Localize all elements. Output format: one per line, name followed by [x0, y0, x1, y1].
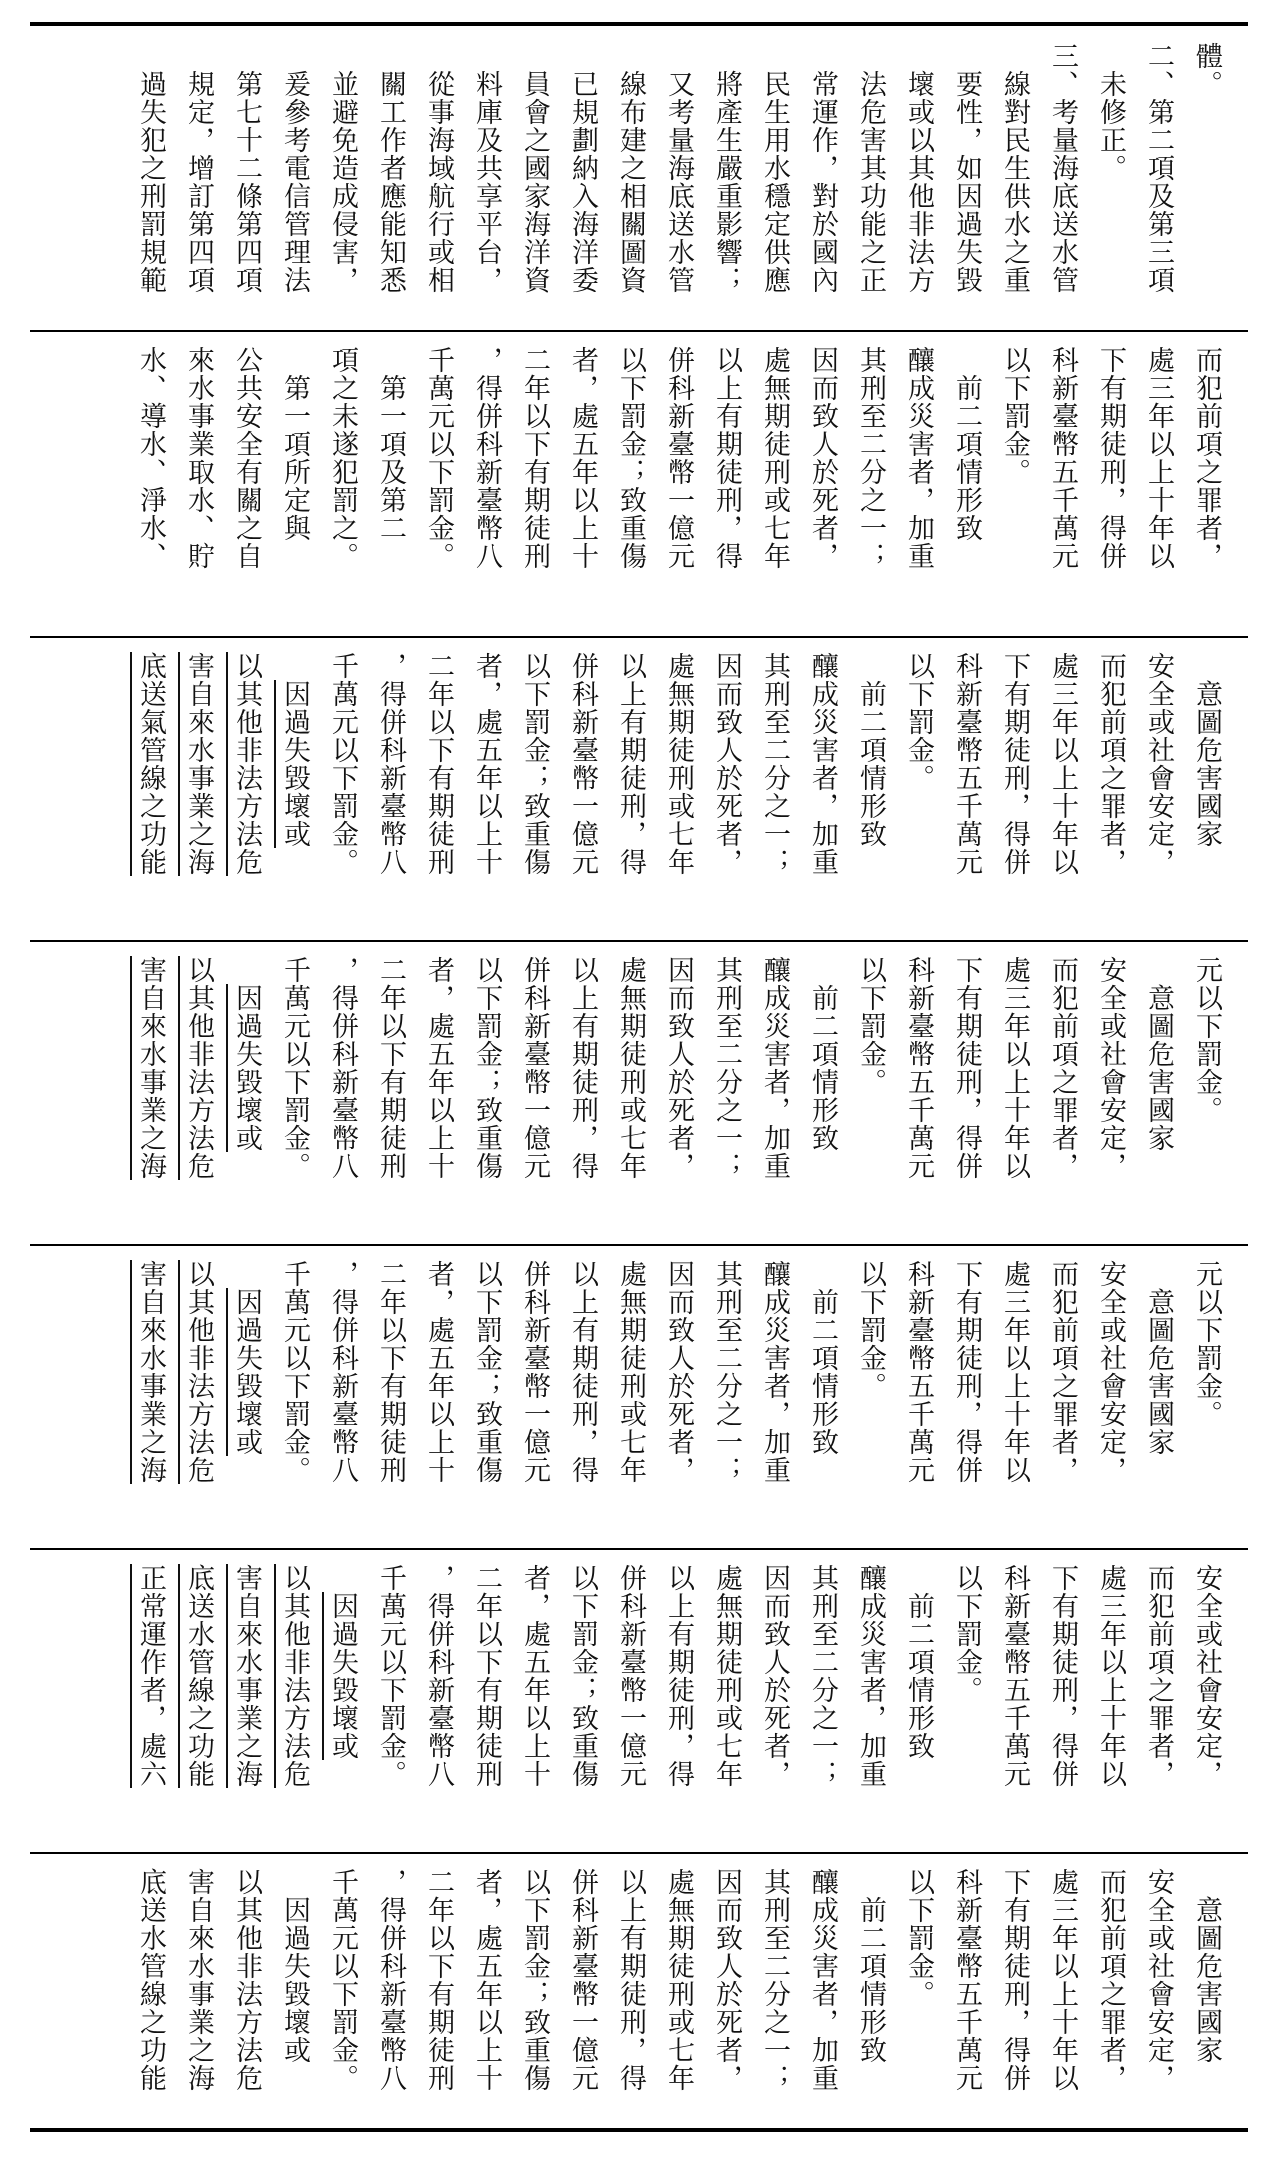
text-line: 千萬元以下罰金。 — [279, 1260, 310, 1484]
underlined-amendment-text: 以其他非法方法危 — [183, 1260, 214, 1484]
text-line: 下有期徒刑，得併 — [999, 1868, 1030, 2092]
text-line: 處無期徒刑或七年 — [615, 1260, 646, 1484]
text-line: ，得併科新臺幣八 — [423, 1564, 454, 1788]
text-line: 科新臺幣五千萬元 — [951, 652, 982, 876]
underlined-amendment-text: 因過失毀壞或 — [231, 984, 262, 1152]
text-column-group — [124, 1868, 1228, 2116]
text-line: 法危害其功能之正 — [855, 42, 886, 294]
text-line: 以下罰金；致重傷 — [471, 956, 502, 1180]
text-line: 而犯前項之罪者， — [1191, 346, 1222, 570]
text-line: 因而致人於死者， — [711, 1868, 742, 2092]
table-row — [30, 1548, 1248, 1852]
text-line: 元以下罰金。 — [1191, 1260, 1222, 1428]
text-line — [272, 652, 316, 848]
table-row — [30, 330, 1248, 636]
text-line: 常運作，對於國內 — [807, 42, 838, 294]
text-line: 處三年以上十年以 — [999, 1260, 1030, 1484]
text-line — [224, 652, 268, 876]
text-line: 以下罰金；致重傷 — [567, 1564, 598, 1788]
text-line: 公共安全有關之自 — [231, 346, 262, 570]
text-line — [176, 1260, 220, 1484]
text-line: 意圖危害國家 — [1191, 652, 1222, 848]
bottom-border-rule — [30, 2128, 1248, 2132]
text-line: 以下罰金。 — [951, 1564, 982, 1704]
text-line: 二年以下有期徒刑 — [519, 346, 550, 570]
text-line: 其刑至二分之一； — [711, 1260, 742, 1484]
text-line: 釀成災害者，加重 — [855, 1564, 886, 1788]
text-line: 要性，如因過失毀 — [951, 42, 982, 294]
text-line: 以下罰金。 — [855, 956, 886, 1096]
text-line — [176, 1564, 220, 1788]
text-line: 以上有期徒刑，得 — [567, 1260, 598, 1484]
table-row — [30, 1244, 1248, 1548]
text-line: 以下罰金。 — [999, 346, 1030, 486]
row-divider — [30, 636, 1248, 638]
text-line — [128, 1564, 172, 1788]
text-line: 併科新臺幣一億元 — [519, 956, 550, 1180]
text-line: 處三年以上十年以 — [1047, 652, 1078, 876]
text-line — [128, 1260, 172, 1484]
text-line: 以下罰金；致重傷 — [519, 652, 550, 876]
underlined-amendment-text: 以其他非法方法危 — [231, 652, 262, 876]
text-line: 處三年以上十年以 — [1047, 1868, 1078, 2092]
text-line: 害自來水事業之海 — [183, 1868, 214, 2092]
text-line: 下有期徒刑，得併 — [999, 652, 1030, 876]
text-line: 意圖危害國家 — [1191, 1868, 1222, 2064]
text-line: 並避免造成侵害， — [327, 42, 358, 294]
text-line: 以下罰金；致重傷 — [471, 1260, 502, 1484]
text-line: 爰參考電信管理法 — [279, 42, 310, 294]
row-divider — [30, 330, 1248, 332]
text-line: 前二項情形致 — [807, 1260, 838, 1456]
text-column-group — [124, 346, 1228, 624]
text-line: 三、考量海底送水管 — [1047, 42, 1078, 294]
text-line: 以上有期徒刑，得 — [567, 956, 598, 1180]
text-line: 釀成災害者，加重 — [903, 346, 934, 570]
text-line: 元以下罰金。 — [1191, 956, 1222, 1124]
text-line: 其刑至二分之一； — [711, 956, 742, 1180]
text-line: 併科新臺幣一億元 — [615, 1564, 646, 1788]
text-line: 處無期徒刑或七年 — [663, 652, 694, 876]
text-line: 規定，增訂第四項 — [183, 42, 214, 294]
table-row — [30, 1852, 1248, 2128]
table-row — [30, 940, 1248, 1244]
text-line: ，得併科新臺幣八 — [375, 652, 406, 876]
underlined-amendment-text: 害自來水事業之海 — [183, 652, 214, 876]
text-line: 千萬元以下罰金。 — [423, 346, 454, 570]
text-line: 員會之國家海洋資 — [519, 42, 550, 294]
text-line: 下有期徒刑，得併 — [951, 1260, 982, 1484]
text-line: 民生用水穩定供應 — [759, 42, 790, 294]
text-line: 二年以下有期徒刑 — [375, 1260, 406, 1484]
underlined-amendment-text: 害自來水事業之海 — [135, 956, 166, 1180]
text-line: 二年以下有期徒刑 — [375, 956, 406, 1180]
text-line: 從事海域航行或相 — [423, 42, 454, 294]
text-line: 科新臺幣五千萬元 — [1047, 346, 1078, 570]
text-line: 處三年以上十年以 — [999, 956, 1030, 1180]
text-line — [176, 652, 220, 876]
text-column-group — [124, 1260, 1228, 1536]
text-line: 體。 — [1191, 42, 1222, 98]
text-column-group — [124, 42, 1228, 318]
text-line: 其刑至二分之一； — [855, 346, 886, 570]
text-line: 科新臺幣五千萬元 — [951, 1868, 982, 2092]
text-line: 來水事業取水、貯 — [183, 346, 214, 570]
text-line: 安全或社會安定， — [1143, 1868, 1174, 2092]
text-line: 千萬元以下罰金。 — [327, 652, 358, 876]
underlined-amendment-text: 因過失毀壞或 — [327, 1592, 358, 1760]
text-line: 二年以下有期徒刑 — [471, 1564, 502, 1788]
row-divider — [30, 1852, 1248, 1854]
text-line: 底送水管線之功能 — [135, 1868, 166, 2092]
text-line — [224, 1260, 268, 1456]
text-line: 安全或社會安定， — [1143, 652, 1174, 876]
underlined-amendment-text: 以其他非法方法危 — [183, 956, 214, 1180]
text-line: 以下罰金。 — [855, 1260, 886, 1400]
text-line: 前二項情形致 — [807, 956, 838, 1152]
row-divider — [30, 940, 1248, 942]
text-line: 科新臺幣五千萬元 — [903, 1260, 934, 1484]
text-line: 前二項情形致 — [855, 652, 886, 848]
text-line: 下有期徒刑，得併 — [1095, 346, 1126, 570]
row-divider — [30, 1244, 1248, 1246]
text-line: 因而致人於死者， — [759, 1564, 790, 1788]
text-line: 處三年以上十年以 — [1095, 1564, 1126, 1788]
text-line: 因而致人於死者， — [663, 1260, 694, 1484]
text-line — [128, 956, 172, 1180]
text-line: 者，處五年以上十 — [471, 1868, 502, 2092]
text-line: 第七十二條第四項 — [231, 42, 262, 294]
text-line: 意圖危害國家 — [1143, 956, 1174, 1152]
text-line: ，得併科新臺幣八 — [375, 1868, 406, 2092]
text-line: 線對民生供水之重 — [999, 42, 1030, 294]
underlined-amendment-text: 害自來水事業之海 — [231, 1564, 262, 1788]
text-line — [320, 1564, 364, 1760]
text-line: 二年以下有期徒刑 — [423, 652, 454, 876]
text-line: 過失犯之刑罰規範 — [135, 42, 166, 294]
text-line: 安全或社會安定， — [1095, 1260, 1126, 1484]
text-column-group — [124, 652, 1228, 928]
text-line: 而犯前項之罪者， — [1047, 956, 1078, 1180]
text-line: 前二項情形致 — [951, 346, 982, 542]
text-line: 意圖危害國家 — [1143, 1260, 1174, 1456]
text-line: 處無期徒刑或七年 — [663, 1868, 694, 2092]
underlined-amendment-text: 底送水管線之功能 — [183, 1564, 214, 1788]
text-line: 料庫及共享平台， — [471, 42, 502, 294]
text-line: 未修正。 — [1095, 42, 1126, 182]
text-line: 處三年以上十年以 — [1143, 346, 1174, 570]
text-line — [272, 1564, 316, 1788]
text-line: 二年以下有期徒刑 — [423, 1868, 454, 2092]
text-line: ，得併科新臺幣八 — [327, 956, 358, 1180]
text-line: 者，處五年以上十 — [519, 1564, 550, 1788]
text-line: 安全或社會安定， — [1095, 956, 1126, 1180]
text-line: 以其他非法方法危 — [231, 1868, 262, 2092]
table-row — [30, 26, 1248, 330]
text-line: 者，處五年以上十 — [423, 1260, 454, 1484]
text-line: 因而致人於死者， — [711, 652, 742, 876]
text-line: 而犯前項之罪者， — [1047, 1260, 1078, 1484]
text-line: 科新臺幣五千萬元 — [999, 1564, 1030, 1788]
text-line: 前二項情形致 — [855, 1868, 886, 2064]
underlined-amendment-text: 底送氣管線之功能 — [135, 652, 166, 876]
text-column-group — [124, 1564, 1228, 1840]
text-line: 其刑至二分之一； — [807, 1564, 838, 1788]
text-line: 因而致人於死者， — [807, 346, 838, 570]
text-line: 併科新臺幣一億元 — [567, 652, 598, 876]
text-line: 其刑至二分之一； — [759, 1868, 790, 2092]
text-line: 以上有期徒刑，得 — [615, 1868, 646, 2092]
text-line: 將產生嚴重影響； — [711, 42, 742, 294]
underlined-amendment-text: 因過失毀壞或 — [279, 680, 310, 848]
text-line: 前二項情形致 — [903, 1564, 934, 1760]
table-row — [30, 636, 1248, 940]
text-line: ，得併科新臺幣八 — [471, 346, 502, 570]
text-line: 其刑至二分之一； — [759, 652, 790, 876]
text-column-group — [124, 956, 1228, 1232]
text-line: 處無期徒刑或七年 — [711, 1564, 742, 1788]
text-line: 下有期徒刑，得併 — [1047, 1564, 1078, 1788]
row-divider — [30, 1548, 1248, 1550]
text-line: 釀成災害者，加重 — [807, 1868, 838, 2092]
text-line: 第一項所定與 — [279, 346, 310, 542]
text-line: 併科新臺幣一億元 — [567, 1868, 598, 2092]
text-line: 水、導水、淨水、 — [135, 346, 166, 570]
text-line: 關工作者應能知悉 — [375, 42, 406, 294]
text-line: 安全或社會安定， — [1191, 1564, 1222, 1788]
text-line: 處無期徒刑或七年 — [615, 956, 646, 1180]
text-line: 而犯前項之罪者， — [1095, 1868, 1126, 2092]
text-line: 釀成災害者，加重 — [759, 956, 790, 1180]
underlined-amendment-text: 以其他非法方法危 — [279, 1564, 310, 1788]
text-line: 以下罰金；致重傷 — [615, 346, 646, 570]
text-line: 項之未遂犯罰之。 — [327, 346, 358, 570]
text-line: 併科新臺幣一億元 — [663, 346, 694, 570]
text-line: 以下罰金；致重傷 — [519, 1868, 550, 2092]
text-line — [224, 956, 268, 1152]
text-line: 以下罰金。 — [903, 652, 934, 792]
text-line: 二、第二項及第三項 — [1143, 42, 1174, 294]
text-line — [128, 652, 172, 876]
text-line: 千萬元以下罰金。 — [327, 1868, 358, 2092]
text-line: 以上有期徒刑，得 — [615, 652, 646, 876]
text-line — [176, 956, 220, 1180]
text-line: ，得併科新臺幣八 — [327, 1260, 358, 1484]
underlined-amendment-text: 因過失毀壞或 — [231, 1288, 262, 1456]
text-line: 而犯前項之罪者， — [1095, 652, 1126, 876]
text-line: 併科新臺幣一億元 — [519, 1260, 550, 1484]
text-line: 壞或以其他非法方 — [903, 42, 934, 294]
text-line: 下有期徒刑，得併 — [951, 956, 982, 1180]
text-line: 已規劃納入海洋委 — [567, 42, 598, 294]
text-line: 因過失毀壞或 — [279, 1868, 310, 2064]
text-line: 以上有期徒刑，得 — [663, 1564, 694, 1788]
underlined-amendment-text: 正常運作者，處六 — [135, 1564, 166, 1788]
text-line: 釀成災害者，加重 — [759, 1260, 790, 1484]
text-line: 處無期徒刑或七年 — [759, 346, 790, 570]
underlined-amendment-text: 害自來水事業之海 — [135, 1260, 166, 1484]
text-line: 者，處五年以上十 — [567, 346, 598, 570]
text-line: 千萬元以下罰金。 — [279, 956, 310, 1180]
text-line: 線布建之相關圖資 — [615, 42, 646, 294]
text-line: 而犯前項之罪者， — [1143, 1564, 1174, 1788]
text-line — [224, 1564, 268, 1788]
text-line: 者，處五年以上十 — [423, 956, 454, 1180]
text-line: 釀成災害者，加重 — [807, 652, 838, 876]
text-line: 者，處五年以上十 — [471, 652, 502, 876]
text-line: 以上有期徒刑，得 — [711, 346, 742, 570]
text-line: 科新臺幣五千萬元 — [903, 956, 934, 1180]
text-line: 以下罰金。 — [903, 1868, 934, 2008]
text-line: 又考量海底送水管 — [663, 42, 694, 294]
text-line: 第一項及第二 — [375, 346, 406, 542]
text-line: 因而致人於死者， — [663, 956, 694, 1180]
text-line: 千萬元以下罰金。 — [375, 1564, 406, 1788]
